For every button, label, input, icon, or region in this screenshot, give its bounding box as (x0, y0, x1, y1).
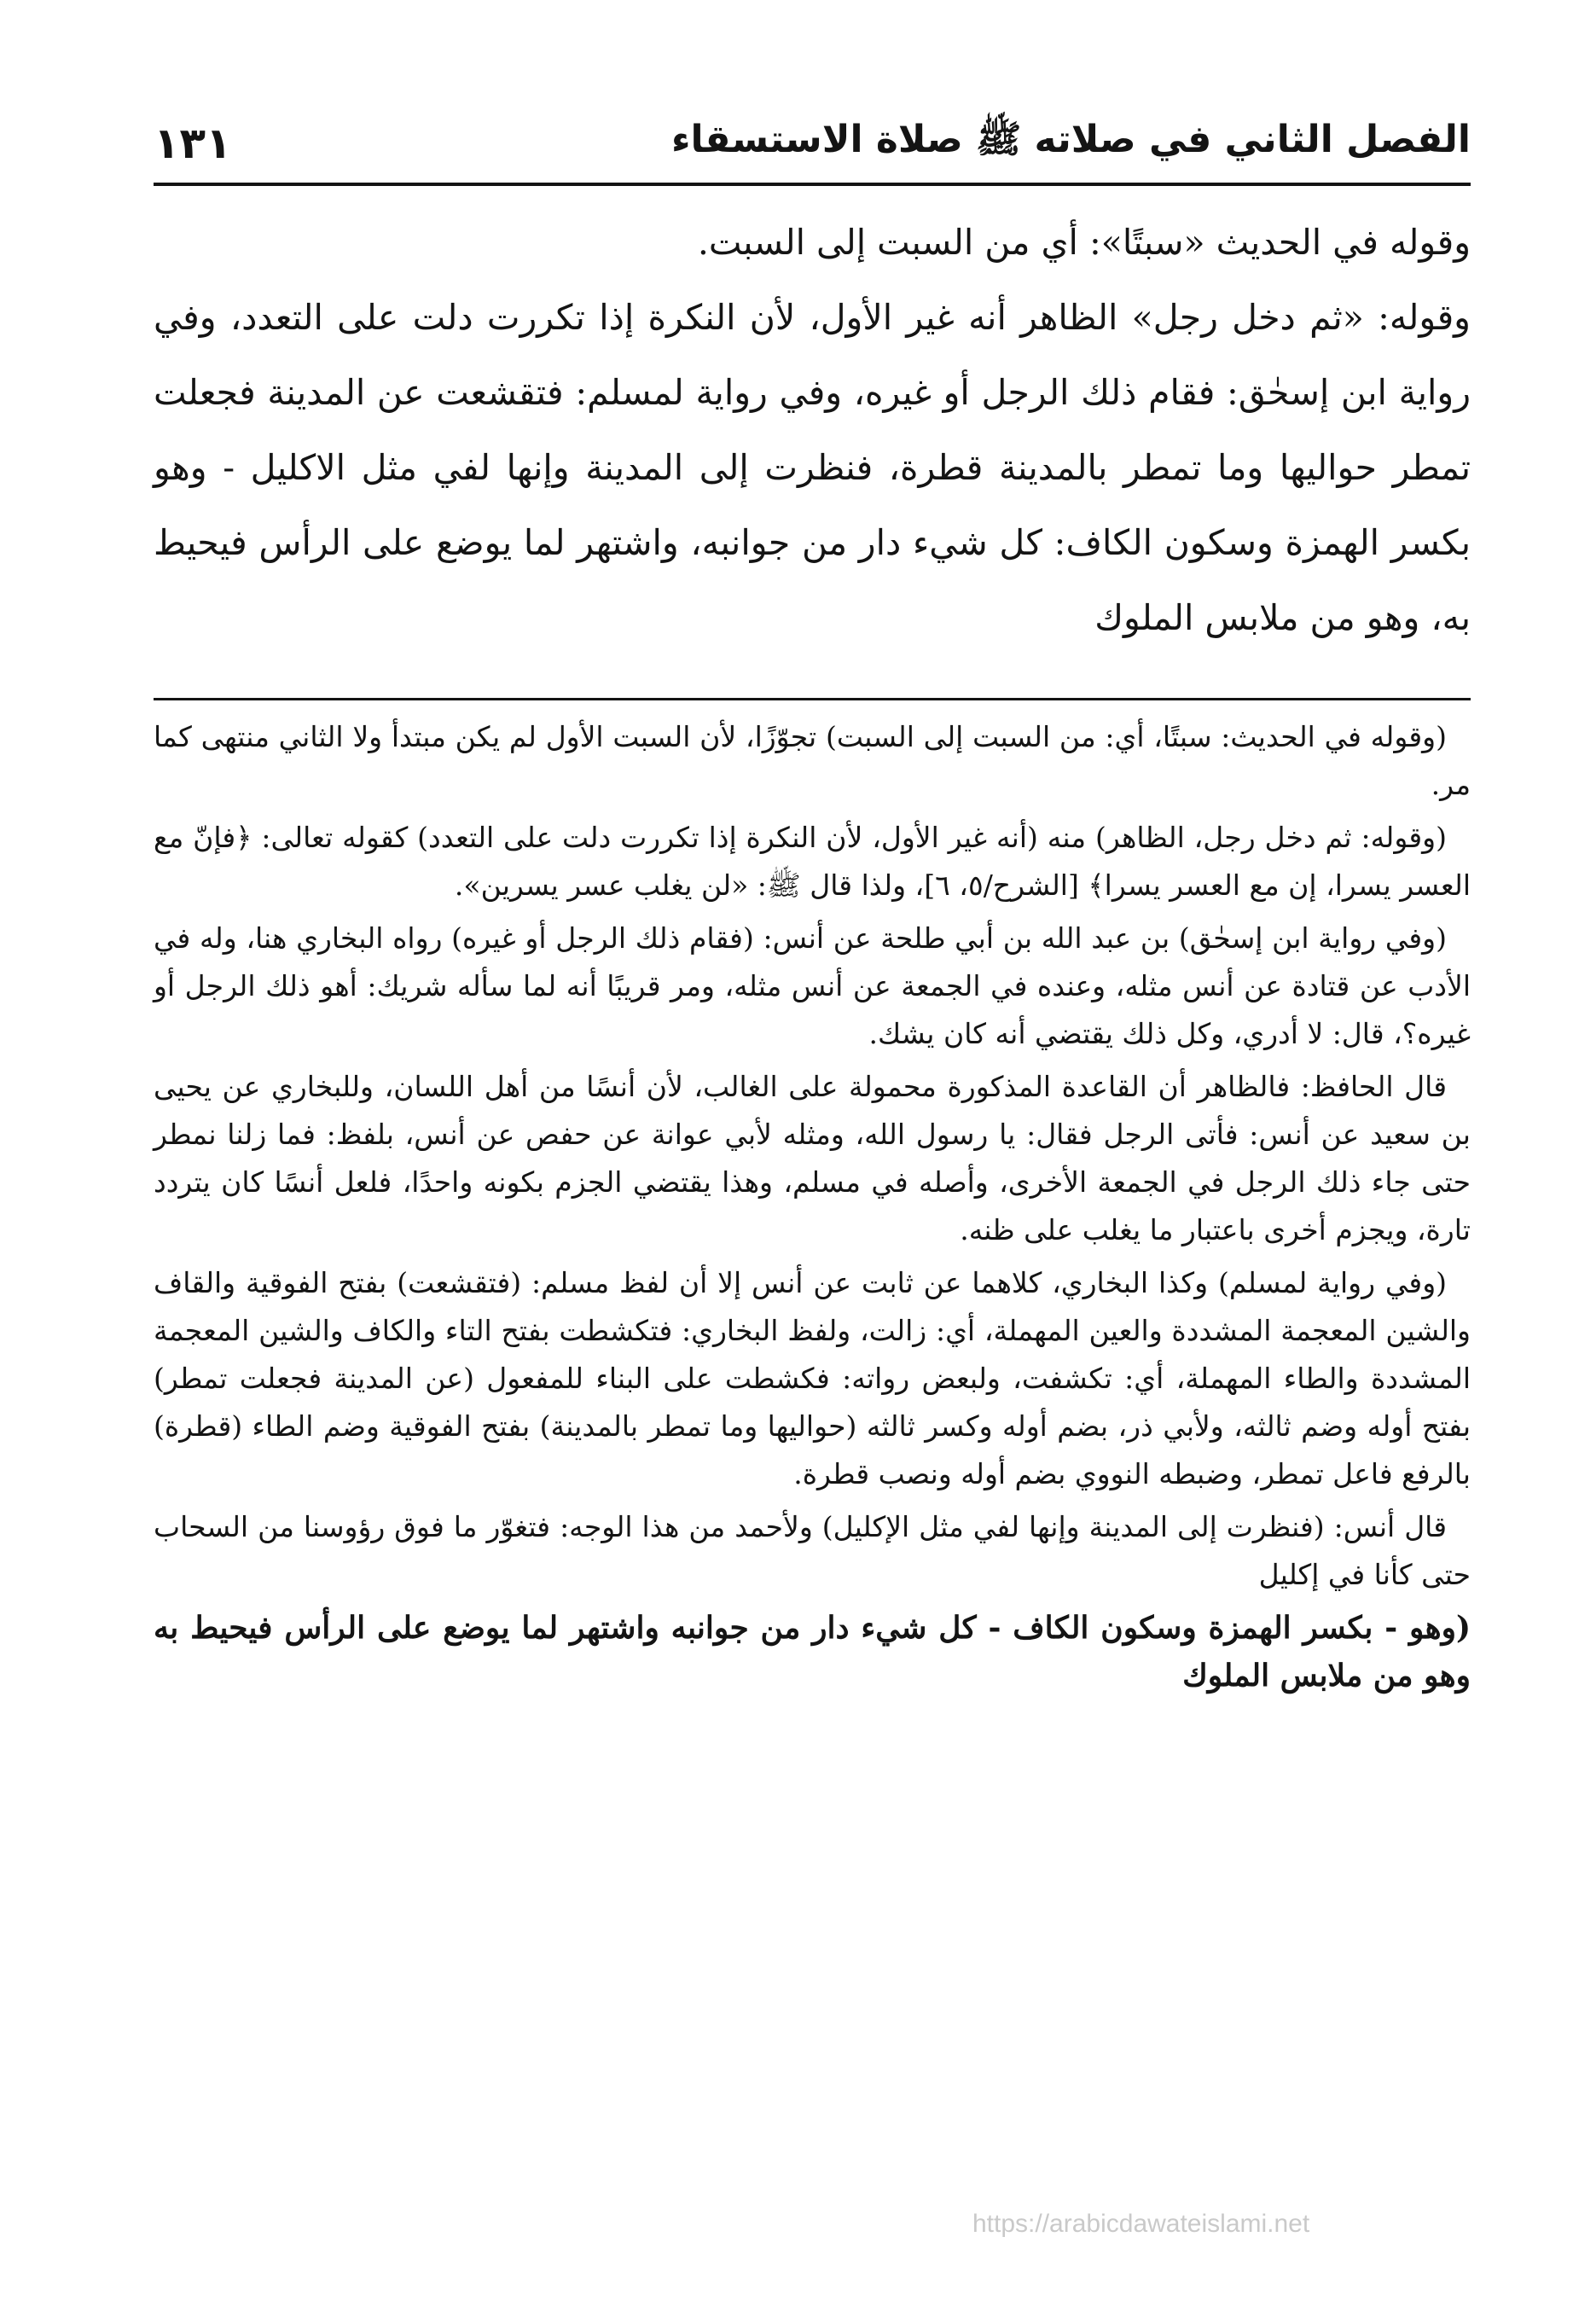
page-header (154, 101, 1471, 186)
commentary (154, 713, 1471, 1705)
main-paragraph: وقوله: «ثم دخل رجل» الظاهر أنه غير الأول، لأن النكرة إذا تكررت دلت على التعدد، وفي رواية ابن إسحٰق: فقام ذلك الرجل أو غيره، وفي رواية لمسلم: فتقشعت عن المدينة فجعلت تمطر حواليها وما تمطر بالمدينة قطرة، فنظرت إلى المدينة وإنها لفي مثل الاكليل - وهو بكسر الهمزة وسكون الكاف: كل شيء دار من جوانبه، واشتهر لما يوضع على الرأس فيحيط به، وهو من ملابس الملوك (154, 297, 1471, 638)
commentary-paragraph: (وفي رواية ابن إسحٰق) بن عبد الله بن أبي طلحة عن أنس: (فقام ذلك الرجل أو غيره) رواه البخاري هنا، وله في الأدب عن قتادة عن أنس مثله، وعنده في الجمعة عن أنس مثله، ومر قريبًا أنه لما سأله شريك: أهو ذلك الرجل أو غيره؟، قال: لا أدري، وكل ذلك يقتضي أنه كان يشك. (154, 921, 1471, 1050)
commentary-paragraph: قال الحافظ: فالظاهر أن القاعدة المذكورة محمولة على الغالب، لأن أنسًا من أهل اللسان، وللبخاري عن يحيى بن سعيد عن أنس: فأتى الرجل فقال: يا رسول الله، ومثله لأبي عوانة عن حفص عن أنس، بلفظ: فما زلنا نمطر حتى جاء ذلك الرجل في الجمعة الأخرى، وأصله في مسلم، وهذا يقتضي الجزم بكونه واحدًا، فلعل أنسًا كان يتردد تارة، ويجزم أخرى باعتبار ما يغلب على ظنه. (154, 1070, 1471, 1246)
chapter-title: الفصل الثاني في صلاته ﷺ صلاة الاستسقاء (671, 118, 1471, 161)
commentary-paragraph: (وفي رواية لمسلم) وكذا البخاري، كلاهما عن ثابت عن أنس إلا أن لفظ مسلم: (فتقشعت) بفتح الفوقية والقاف والشين المعجمة المشددة والعين المهملة، أي: زالت، ولفظ البخاري: فتكشطت بفتح التاء والكاف والشين المعجمة المشددة والطاء المهملة، أي: تكشفت، ولبعض رواته: فكشطت على البناء للمفعول (عن المدينة فجعلت تمطر) بفتح أوله وضم ثالثه، ولأبي ذر، بضم أوله وكسر ثالثه (حواليها وما تمطر بالمدينة) بفتح الفوقية وضم الطاء (قطرة) بالرفع فاعل تمطر، وضبطه النووي بضم أوله ونصب قطرة. (154, 1266, 1471, 1490)
commentary-divider (154, 698, 1471, 700)
commentary-closing: (وهو - بكسر الهمزة وسكون الكاف - كل شيء دار من جوانبه واشتهر لما يوضع على الرأس فيحيط به وهو من ملابس الملوك (154, 1610, 1471, 1694)
commentary-paragraph: قال أنس: (فنظرت إلى المدينة وإنها لفي مثل الإكليل) ولأحمد من هذا الوجه: فتغوّر ما فوق رؤوسنا من السحاب حتى كأنا في إكليل (154, 1510, 1471, 1591)
header-divider (154, 183, 1471, 186)
main-text (154, 205, 1471, 655)
main-paragraph: وقوله في الحديث «سبتًا»: أي من السبت إلى السبت. (697, 222, 1471, 263)
commentary-paragraph: (وقوله في الحديث: سبتًا، أي: من السبت إلى السبت) تجوّزًا، لأن السبت الأول لم يكن مبتدأ ولا الثاني منتهى كما مر. (154, 720, 1471, 801)
commentary-paragraph: (وقوله: ثم دخل رجل، الظاهر) منه (أنه غير الأول، لأن النكرة إذا تكررت دلت على التعدد) كقوله تعالى: ﴿فإنّ مع العسر يسرا، إن مع العسر يسرا﴾ [الشرح/٥، ٦]، ولذا قال ﷺ: «لن يغلب عسر يسرين». (154, 821, 1471, 902)
watermark-url: https://arabicdawateislami.net (972, 2210, 1310, 2238)
page-number: ١٣١ (154, 119, 232, 168)
